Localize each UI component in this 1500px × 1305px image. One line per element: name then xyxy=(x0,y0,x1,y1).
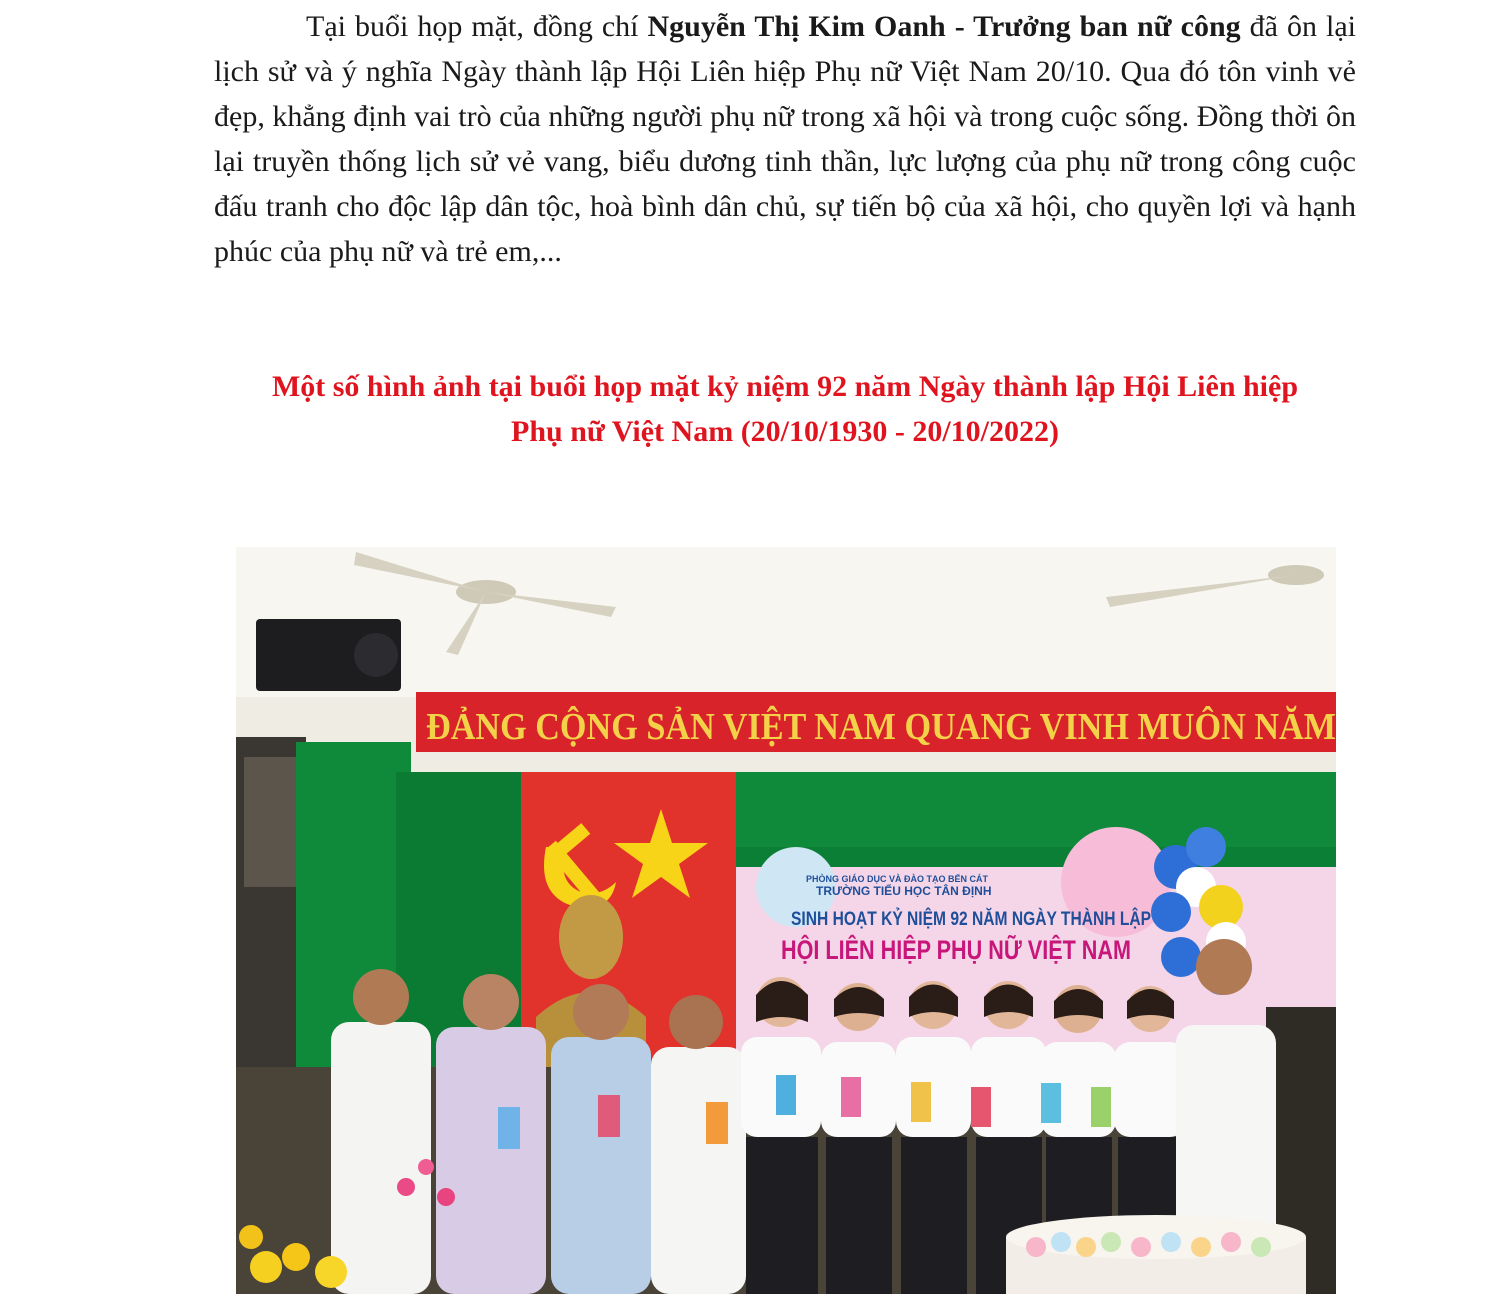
paragraph-rest: đã ôn lại lịch sử và ý nghĩa Ngày thành lập Hội Liên hiệp Phụ nữ Việt Nam 20/10. Qua đó tôn vinh vẻ đẹp, khẳng định vai trò của những người phụ nữ trong xã hội và trong cuộc sống. Đồng thời ôn lại truyền thống lịch sử vẻ vang, biểu dương tinh thần, lực lượng của phụ nữ trong công cuộc đấu tranh cho độc lập dân tộc, hoà bình dân chủ, sự tiến bộ của xã hội, cho quyền lợi và hạnh phúc của phụ nữ và trẻ em,... xyxy=(214,10,1356,268)
caption-line-2: Phụ nữ Việt Nam (20/10/1930 - 20/10/2022) xyxy=(511,415,1059,448)
body-paragraph xyxy=(214,4,1356,274)
event-photo xyxy=(236,547,1438,1294)
banner-text: ĐẢNG CỘNG SẢN VIỆT NAM QUANG VINH MUÔN NĂM xyxy=(426,706,1438,748)
paragraph-bold-name: Nguyễn Thị Kim Oanh - Trưởng ban nữ công xyxy=(647,10,1241,43)
photo-caption xyxy=(200,364,1370,454)
backdrop-line-2: HỘI LIÊN HIỆP PHỤ NỮ VIỆT NAM xyxy=(781,935,1219,965)
backdrop-line-1: SINH HOẠT KỶ NIỆM 92 NĂM NGÀY THÀNH LẬP xyxy=(791,909,1230,930)
backdrop-org: PHÒNG GIÁO DỤC VÀ ĐÀO TẠO BẾN CÁT xyxy=(806,874,989,884)
caption-line-1: Một số hình ảnh tại buổi họp mặt kỷ niệm 92 năm Ngày thành lập Hội Liên hiệp xyxy=(271,370,1299,403)
paragraph-lead: Tại buổi họp mặt, đồng chí xyxy=(306,10,648,43)
event-photo-illustration xyxy=(236,547,1438,1294)
backdrop-school: TRƯỜNG TIỂU HỌC TÂN ĐỊNH xyxy=(816,884,992,898)
cake-icon xyxy=(1006,1215,1306,1294)
